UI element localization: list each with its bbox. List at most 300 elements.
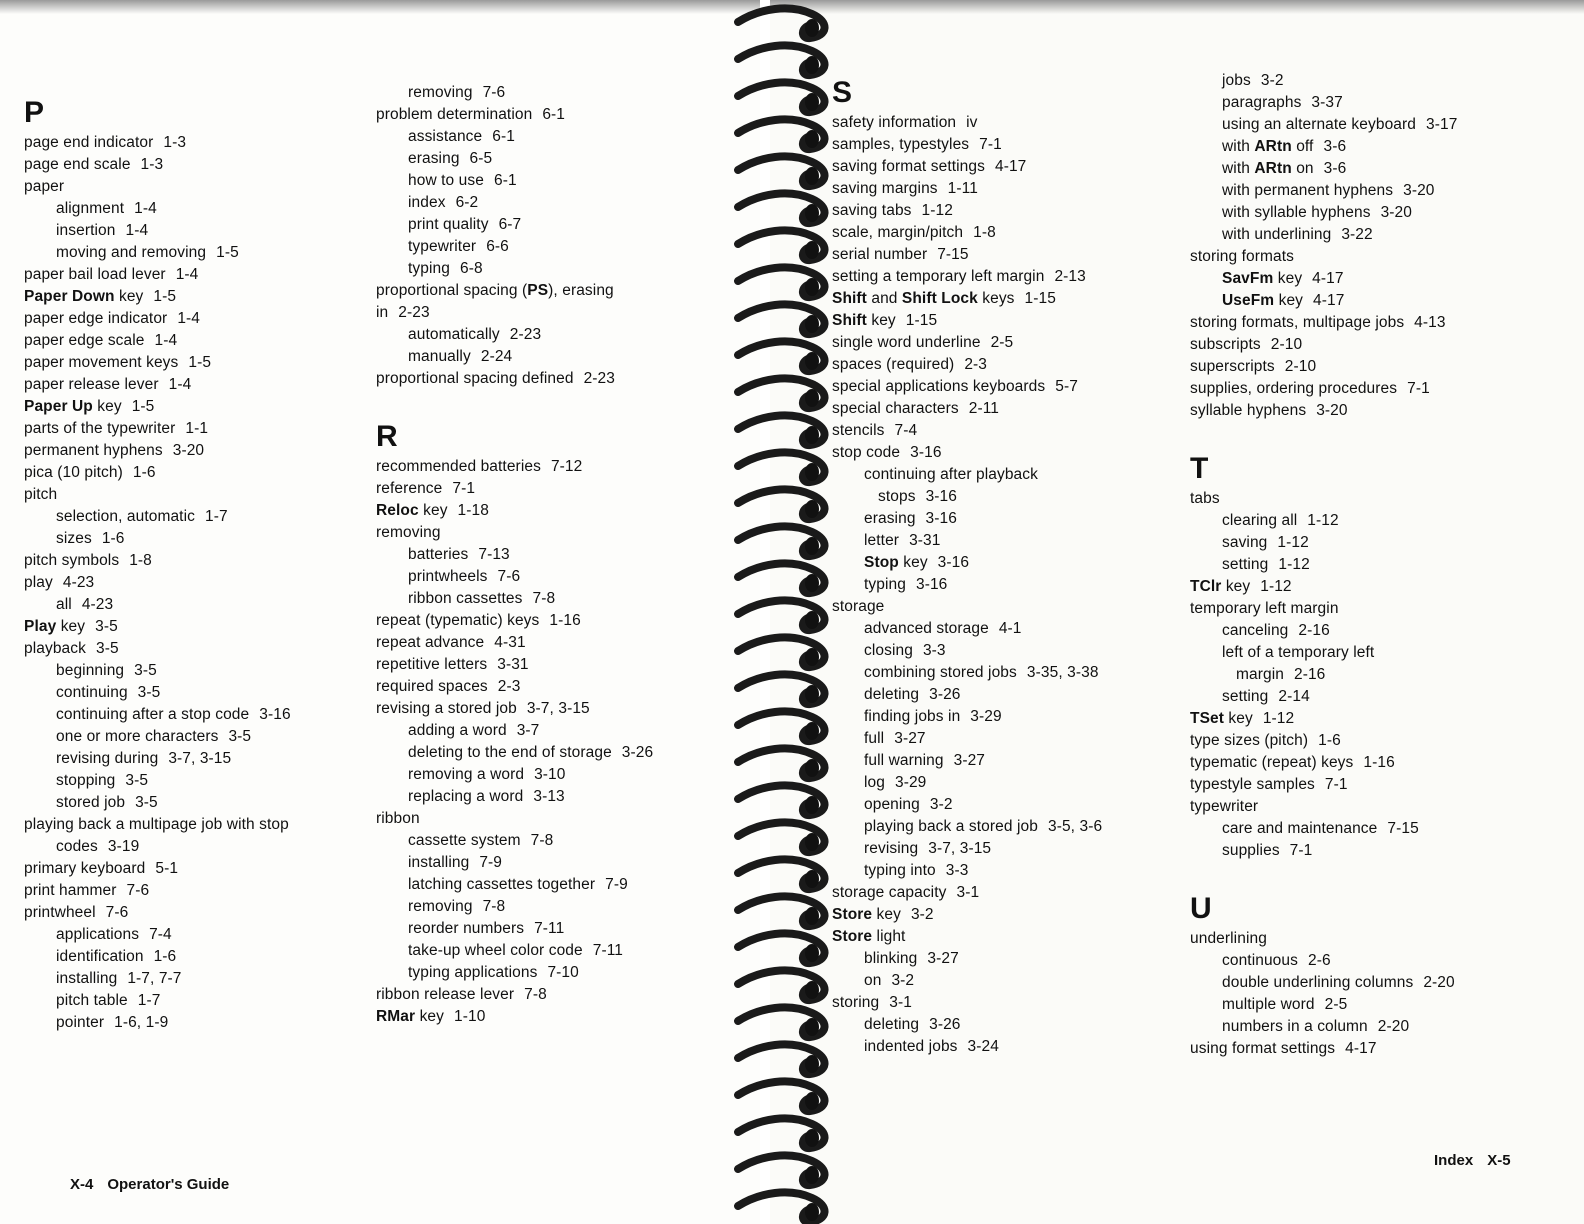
page-reference: 7-8 <box>524 986 547 1003</box>
page-reference: 4-17 <box>1313 292 1345 309</box>
page-reference: 7-6 <box>105 904 129 921</box>
entry-term: typestyle samples <box>1190 776 1315 793</box>
entry-term: paper bail load lever <box>24 266 166 283</box>
binding-hole <box>805 389 819 407</box>
page-reference: 7-8 <box>532 590 556 607</box>
page-reference: 3-16 <box>910 444 942 461</box>
entry-term: paper edge scale <box>24 332 145 349</box>
binding-hole <box>805 352 819 370</box>
index-entry <box>1190 290 1570 312</box>
entry-term: paper release lever <box>24 376 159 393</box>
index-entry <box>832 1036 1172 1058</box>
entry-term: ), erasing <box>548 282 614 299</box>
entry-term: multiple word <box>1222 996 1315 1013</box>
page-reference: 1-12 <box>1262 710 1295 727</box>
entry-term: setting <box>1222 688 1269 705</box>
entry-term: saving <box>1222 534 1268 551</box>
page-reference: 6-5 <box>469 150 493 167</box>
entry-term: full <box>864 730 885 747</box>
footer-page-number: X-4 <box>70 1176 94 1193</box>
page-reference: 2-14 <box>1278 688 1310 705</box>
index-entry <box>24 220 374 242</box>
index-entry <box>1190 180 1570 202</box>
entry-term: saving tabs <box>832 202 912 219</box>
key-name: ARtn <box>1254 160 1292 177</box>
index-entry <box>832 948 1172 970</box>
index-entry <box>832 706 1172 728</box>
index-entry <box>832 508 1172 530</box>
page-reference: 3-2 <box>910 906 934 923</box>
index-entry <box>832 222 1172 244</box>
section-gap <box>1190 422 1570 452</box>
index-entry <box>24 572 374 594</box>
spiral-binding-icon <box>730 0 840 1224</box>
entry-term: removing <box>408 898 473 915</box>
key-name: Shift <box>832 312 867 329</box>
index-entry <box>24 396 374 418</box>
entry-term: primary keyboard <box>24 860 146 877</box>
page-reference: 3-17 <box>1426 116 1458 133</box>
page-reference: 1-4 <box>125 222 149 239</box>
binding-hole <box>805 93 819 111</box>
index-entry <box>24 550 374 572</box>
index-entry <box>832 552 1172 574</box>
entry-term: sizes <box>56 530 92 547</box>
page-reference: 7-6 <box>482 84 506 101</box>
entry-term: scale, margin/pitch <box>832 224 964 241</box>
page-reference: 7-1 <box>452 480 476 497</box>
page-reference: 4-17 <box>1345 1040 1377 1057</box>
page-reference: 2-20 <box>1377 1018 1410 1035</box>
entry-term: print quality <box>408 216 489 233</box>
entry-term: stop code <box>832 444 901 461</box>
page-reference: 3-35, 3-38 <box>1026 664 1099 681</box>
group-list <box>376 82 736 1028</box>
page-reference: 1-11 <box>947 180 978 197</box>
binding-hole <box>805 685 819 703</box>
page-reference: 4-13 <box>1414 314 1446 331</box>
page-reference: 1-4 <box>134 200 157 217</box>
entry-term: playing back a stored job <box>864 818 1038 835</box>
index-entry <box>376 236 736 258</box>
index-entry <box>376 346 736 368</box>
key-name: Shift <box>832 290 867 307</box>
page-reference: 2-16 <box>1298 622 1330 639</box>
entry-term: key <box>415 1008 444 1025</box>
entry-term: take-up wheel color code <box>408 942 583 959</box>
page-reference: 1-8 <box>973 224 996 241</box>
entry-term: log <box>864 774 885 791</box>
index-entry <box>1190 510 1570 532</box>
page-reference: 1-12 <box>921 202 953 219</box>
index-entry <box>832 838 1172 860</box>
binding-hole <box>805 500 819 518</box>
page-reference: 7-11 <box>534 920 565 937</box>
page-reference: 7-8 <box>482 898 506 915</box>
binding-hole <box>805 574 819 592</box>
entry-term: stencils <box>832 422 885 439</box>
entry-term: on <box>864 972 882 989</box>
page-reference: 1-12 <box>1277 534 1309 551</box>
page-reference: 3-2 <box>929 796 953 813</box>
entry-term: special characters <box>832 400 959 417</box>
page-reference: 3-26 <box>929 1016 961 1033</box>
index-entry <box>376 302 736 324</box>
page-reference: 1-15 <box>905 312 938 329</box>
index-entry <box>24 616 374 638</box>
footer-title: Index <box>1434 1152 1474 1169</box>
page-reference: 7-12 <box>550 458 583 475</box>
entry-term: paper edge indicator <box>24 310 168 327</box>
page-reference: 3-16 <box>259 706 291 723</box>
page-reference: 3-26 <box>621 744 654 761</box>
entry-term: printwheels <box>408 568 488 585</box>
entry-term: continuing after a stop code <box>56 706 250 723</box>
section-letter-t: T <box>1190 452 1209 485</box>
entry-term: installing <box>408 854 470 871</box>
index-entry <box>1190 334 1570 356</box>
page-reference: 2-3 <box>964 356 988 373</box>
index-entry <box>832 750 1172 772</box>
entry-term: deleting to the end of storage <box>408 744 612 761</box>
entry-term: pica (10 pitch) <box>24 464 123 481</box>
page-reference: 3-5 <box>228 728 252 745</box>
index-entry <box>832 904 1172 926</box>
entry-term: safety information <box>832 114 957 131</box>
page-reference: 3-16 <box>925 488 957 505</box>
entry-term: on <box>1291 160 1314 177</box>
entry-term: playing back a multipage job with stop <box>24 816 289 833</box>
entry-term: special applications keyboards <box>832 378 1046 395</box>
page-reference: 7-15 <box>1387 820 1419 837</box>
binding-hole <box>805 833 819 851</box>
entry-term: saving format settings <box>832 158 985 175</box>
index-entry <box>376 214 736 236</box>
index-entry <box>376 126 736 148</box>
binding-hole <box>805 167 819 185</box>
entry-term: clearing all <box>1222 512 1298 529</box>
entry-term: storage <box>832 598 885 615</box>
entry-term: spaces (required) <box>832 356 955 373</box>
entry-term: applications <box>56 926 140 943</box>
page-reference: 3-27 <box>894 730 926 747</box>
index-entry <box>376 566 736 588</box>
index-entry <box>376 742 736 764</box>
entry-term: page end indicator <box>24 134 154 151</box>
page-reference: 7-13 <box>478 546 510 563</box>
index-entry <box>1190 356 1570 378</box>
index-column-left-2 <box>376 82 736 1028</box>
index-entry <box>1190 642 1570 664</box>
page-reference: 2-5 <box>990 334 1014 351</box>
index-entry <box>832 354 1172 376</box>
entry-term: codes <box>56 838 98 855</box>
page-reference: 2-3 <box>497 678 521 695</box>
index-entry <box>1190 488 1570 510</box>
page-reference: iv <box>966 114 978 131</box>
index-entry <box>376 610 736 632</box>
page-reference: 3-22 <box>1341 226 1373 243</box>
index-entry <box>376 324 736 346</box>
entry-list <box>1190 488 1570 862</box>
index-entry <box>24 132 374 154</box>
index-entry <box>1190 818 1570 840</box>
page-reference: 1-3 <box>163 134 187 151</box>
index-entry <box>376 258 736 280</box>
page-reference: 1-6 <box>101 530 125 547</box>
page-reference: 3-31 <box>909 532 941 549</box>
page-reference: 3-20 <box>1403 182 1435 199</box>
page-reference: 1-1 <box>185 420 209 437</box>
page-reference: 7-10 <box>547 964 579 981</box>
entry-term: tabs <box>1190 490 1220 507</box>
index-entry <box>376 830 736 852</box>
entry-term: supplies, ordering procedures <box>1190 380 1398 397</box>
entry-term: beginning <box>56 662 125 679</box>
entry-term: finding jobs in <box>864 708 961 725</box>
entry-term: paragraphs <box>1222 94 1302 111</box>
key-name: Stop <box>864 554 899 571</box>
entry-term: reorder numbers <box>408 920 525 937</box>
entry-term: ribbon <box>376 810 420 827</box>
page-reference: 2-13 <box>1054 268 1086 285</box>
index-entry <box>1190 928 1570 950</box>
index-entry <box>832 398 1172 420</box>
index-entry <box>832 288 1172 310</box>
entry-term: removing <box>408 84 473 101</box>
entry-term: paper movement keys <box>24 354 179 371</box>
index-entry <box>832 266 1172 288</box>
entry-term: full warning <box>864 752 944 769</box>
page-reference: 3-26 <box>929 686 961 703</box>
index-entry <box>376 588 736 610</box>
entry-term: typewriter <box>408 238 477 255</box>
entry-term: erasing <box>864 510 916 527</box>
index-entry <box>376 808 736 830</box>
key-name: RMar <box>376 1008 416 1025</box>
page-reference: 3-37 <box>1311 94 1343 111</box>
entry-term: one or more characters <box>56 728 219 745</box>
page-reference: 3-16 <box>925 510 957 527</box>
key-name: Paper Down <box>24 288 115 305</box>
index-entry <box>832 244 1172 266</box>
binding-hole <box>805 537 819 555</box>
entry-term: stored job <box>56 794 126 811</box>
binding-hole <box>805 648 819 666</box>
entry-term: automatically <box>408 326 500 343</box>
page-reference: 7-1 <box>979 136 1002 153</box>
entry-term: with syllable hyphens <box>1222 204 1371 221</box>
entry-term: proportional spacing ( <box>376 282 528 299</box>
binding-hole <box>805 241 819 259</box>
entry-term: using format settings <box>1190 1040 1336 1057</box>
entry-term: typematic (repeat) keys <box>1190 754 1354 771</box>
index-entry <box>1190 972 1570 994</box>
entry-term: storing formats <box>1190 248 1295 265</box>
binding-hole <box>805 981 819 999</box>
index-entry <box>24 638 374 660</box>
index-entry <box>1190 246 1570 268</box>
entry-term: with <box>1222 138 1255 155</box>
page-reference: 3-5, 3-6 <box>1047 818 1103 835</box>
entry-term: revising a stored job <box>376 700 517 717</box>
key-name: Play <box>24 618 57 635</box>
entry-term: key <box>866 312 896 329</box>
key-name: UseFm <box>1222 292 1275 309</box>
key-name: TClr <box>1190 578 1222 595</box>
entry-term: assistance <box>408 128 483 145</box>
page-reference: 1-4 <box>175 266 199 283</box>
entry-term: storing formats, multipage jobs <box>1190 314 1405 331</box>
entry-term: print hammer <box>24 882 117 899</box>
entry-term: printwheel <box>24 904 96 921</box>
entry-term: stopping <box>56 772 116 789</box>
entry-term: setting a temporary left margin <box>832 268 1045 285</box>
entry-term: closing <box>864 642 913 659</box>
entry-term: key <box>1273 270 1303 287</box>
entry-term: manually <box>408 348 471 365</box>
page-reference: 3-20 <box>172 442 205 459</box>
entry-term: typing <box>864 576 906 593</box>
entry-term: removing <box>376 524 441 541</box>
key-name: Shift Lock <box>901 290 978 307</box>
index-entry <box>1190 312 1570 334</box>
index-entry <box>1190 202 1570 224</box>
page-reference: 3-3 <box>945 862 969 879</box>
page-reference: 1-7 <box>205 508 228 525</box>
page-reference: 7-4 <box>894 422 918 439</box>
entry-term: key <box>898 554 928 571</box>
entry-term: ribbon cassettes <box>408 590 523 607</box>
index-entry <box>1190 532 1570 554</box>
entry-term: storing <box>832 994 880 1011</box>
index-entry <box>832 970 1172 992</box>
page-reference: 3-10 <box>534 766 566 783</box>
entry-term: key <box>1221 578 1251 595</box>
entry-term: keys <box>977 290 1015 307</box>
index-entry <box>376 632 736 654</box>
binding-hole <box>805 759 819 777</box>
page-reference: 6-1 <box>542 106 566 123</box>
entry-term: key <box>418 502 448 519</box>
entry-term: numbers in a column <box>1222 1018 1368 1035</box>
key-name: SavFm <box>1222 270 1274 287</box>
index-entry <box>24 682 374 704</box>
entry-term: in <box>376 304 389 321</box>
index-entry <box>832 442 1172 464</box>
index-entry <box>832 794 1172 816</box>
entry-term: key <box>872 906 901 923</box>
index-entry <box>376 676 736 698</box>
page-reference: 1-5 <box>216 244 239 261</box>
page-reference: 2-11 <box>968 400 999 417</box>
index-entry <box>832 178 1172 200</box>
page-reference: 5-1 <box>155 860 179 877</box>
index-entry <box>24 462 374 484</box>
page-reference: 4-23 <box>81 596 114 613</box>
index-entry <box>376 104 736 126</box>
entry-list <box>376 82 736 390</box>
page-reference: 3-24 <box>967 1038 999 1055</box>
index-entry <box>376 764 736 786</box>
page-reference: 7-15 <box>937 246 969 263</box>
entry-term: canceling <box>1222 622 1289 639</box>
page-reference: 1-16 <box>549 612 581 629</box>
index-entry <box>24 1012 374 1034</box>
index-entry <box>832 134 1172 156</box>
section-letter-r: R <box>376 420 398 453</box>
entry-term: key <box>1224 710 1253 727</box>
page-reference: 1-12 <box>1307 512 1339 529</box>
binding-hole <box>805 1129 819 1147</box>
entry-term: latching cassettes together <box>408 876 596 893</box>
index-entry <box>832 992 1172 1014</box>
entry-term: installing <box>56 970 118 987</box>
page-reference: 4-23 <box>62 574 95 591</box>
index-entry <box>24 418 374 440</box>
index-entry <box>24 154 374 176</box>
page-reference: 3-7, 3-15 <box>526 700 590 717</box>
entry-term: blinking <box>864 950 918 967</box>
section-letter-p: P <box>24 96 45 129</box>
entry-term: stops <box>878 488 916 505</box>
index-entry <box>376 368 736 390</box>
group-list <box>1190 70 1570 1060</box>
entry-term: advanced storage <box>864 620 989 637</box>
index-entry <box>832 618 1172 640</box>
page-reference: 2-16 <box>1293 666 1326 683</box>
page-reference: 7-11 <box>592 942 624 959</box>
page-reference: 1-7 <box>137 992 161 1009</box>
page-reference: 2-5 <box>1324 996 1348 1013</box>
page-reference: 1-6 <box>153 948 177 965</box>
entry-term: pitch table <box>56 992 128 1009</box>
index-entry <box>376 82 736 104</box>
page-reference: 4-31 <box>494 634 526 651</box>
index-entry <box>24 594 374 616</box>
entry-term: temporary left margin <box>1190 600 1339 617</box>
entry-term: revising during <box>56 750 159 767</box>
index-entry <box>376 918 736 940</box>
footer-right <box>1434 1152 1525 1169</box>
index-entry <box>24 528 374 550</box>
page-reference: 1-6, 1-9 <box>114 1014 169 1031</box>
entry-term: insertion <box>56 222 116 239</box>
entry-term: replacing a word <box>408 788 524 805</box>
index-entry <box>24 352 374 374</box>
binding-hole <box>805 463 819 481</box>
index-entry <box>24 484 374 506</box>
key-name: TSet <box>1190 710 1224 727</box>
index-entry <box>376 896 736 918</box>
index-entry <box>832 486 1172 508</box>
index-entry <box>832 596 1172 618</box>
index-entry <box>376 522 736 544</box>
binding-hole <box>805 796 819 814</box>
index-entry <box>1190 752 1570 774</box>
index-entry <box>832 882 1172 904</box>
entry-term: using an alternate keyboard <box>1222 116 1416 133</box>
index-entry <box>24 374 374 396</box>
page-reference: 1-15 <box>1024 290 1056 307</box>
entry-term: batteries <box>408 546 469 563</box>
entry-term: typing into <box>864 862 936 879</box>
index-entry <box>376 786 736 808</box>
index-entry <box>832 112 1172 134</box>
index-entry <box>832 860 1172 882</box>
index-entry <box>24 902 374 924</box>
entry-term: paper <box>24 178 65 195</box>
